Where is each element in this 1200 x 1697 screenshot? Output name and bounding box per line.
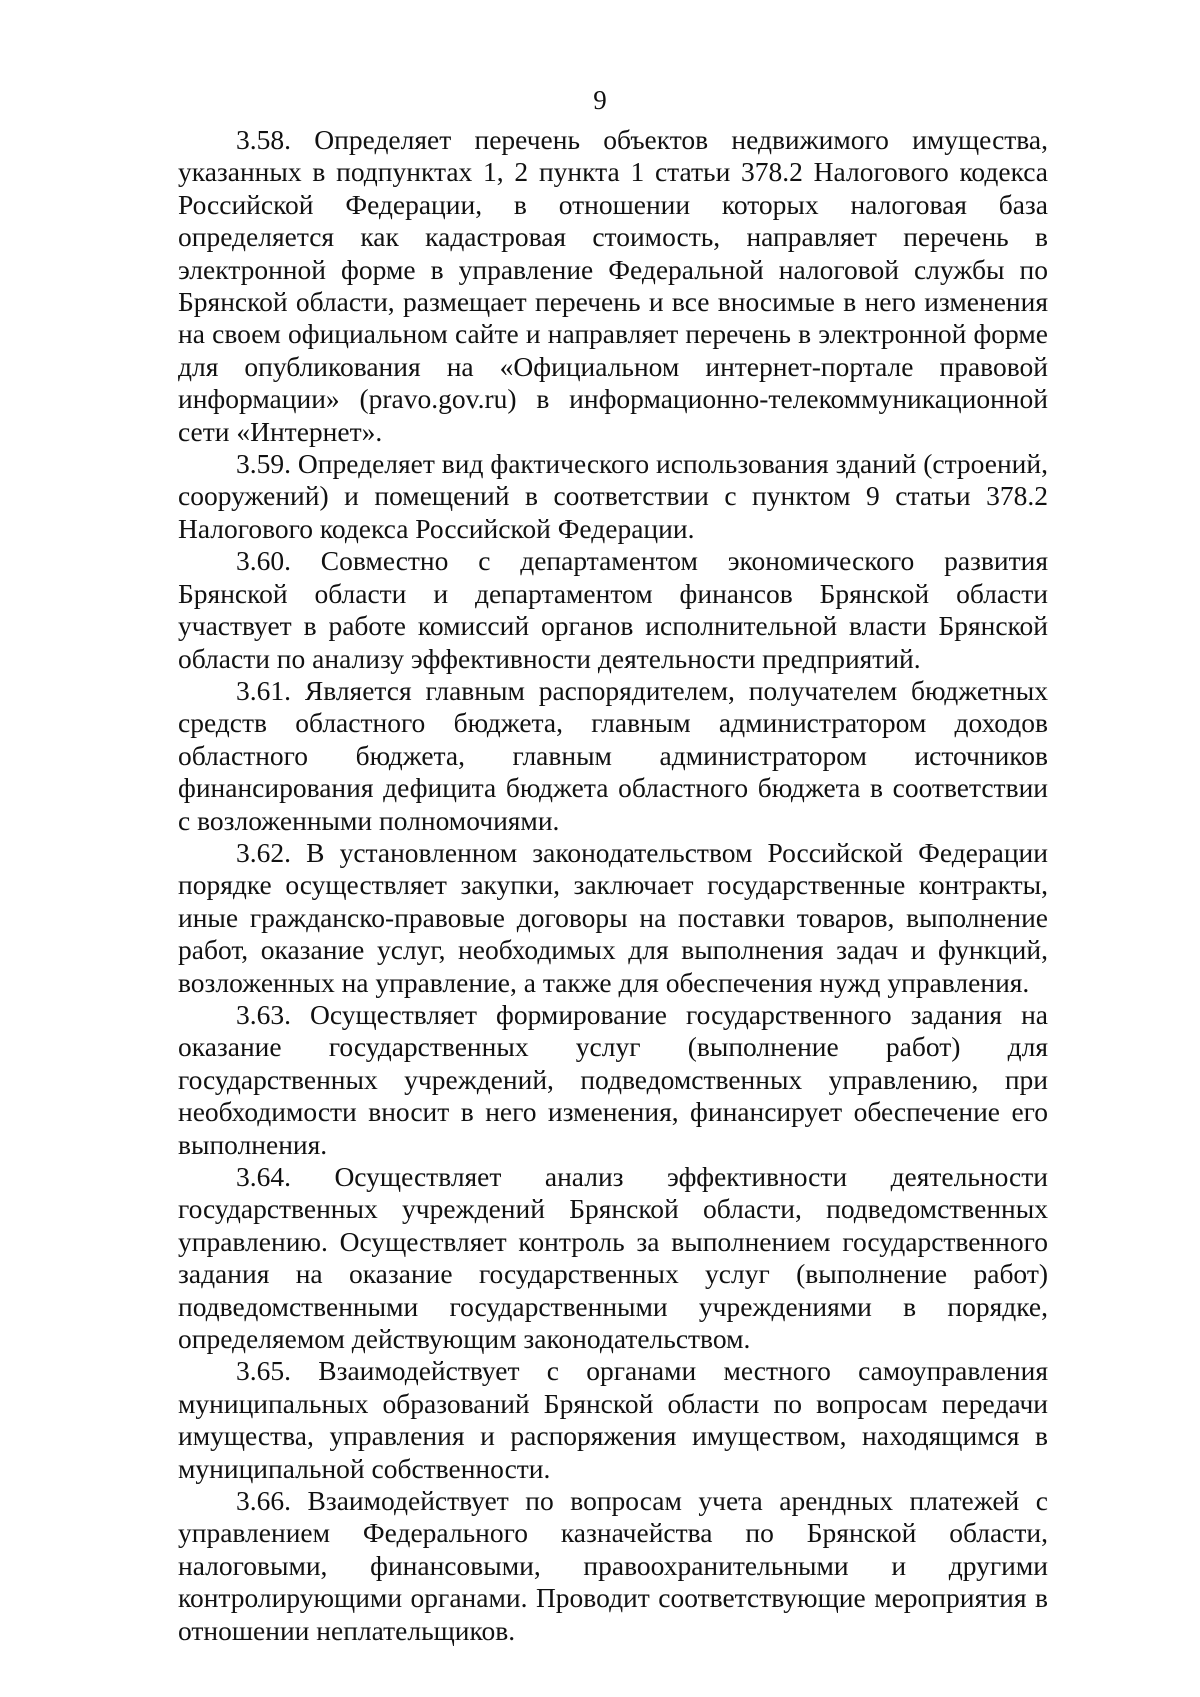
paragraph-3-60: 3.60. Совместно с департаментом экономического развития Брянской области и департаментом финансов Брянской области участвует в работе комиссий органов исполнительной власти Брянской области по анализу эффективности деятельности предприятий. xyxy=(178,545,1048,674)
document-body xyxy=(178,124,1048,1647)
paragraph-3-58: 3.58. Определяет перечень объектов недвижимого имущества, указанных в подпунктах 1, 2 пункта 1 статьи 378.2 Налогового кодекса Российской Федерации, в отношении которых налоговая база определяется как кадастровая стоимость, направляет перечень в электронной форме в управление Федеральной налоговой службы по Брянской области, размещает перечень и все вносимые в него изменения на своем официальном сайте и направляет перечень в электронной форме для опубликования на «Официальном интернет-портале правовой информации» (pravo.gov.ru) в информационно-телекоммуникационной сети «Интернет». xyxy=(178,124,1048,447)
page-number: 9 xyxy=(593,85,607,115)
paragraph-3-63: 3.63. Осуществляет формирование государственного задания на оказание государственных услуг (выполнение работ) для государственных учреждений, подведомственных управлению, при необходимости вносит в него изменения, финансирует обеспечение его выполнения. xyxy=(178,998,1048,1160)
paragraph-3-66: 3.66. Взаимодействует по вопросам учета арендных платежей с управлением Федерального казначейства по Брянской области, налоговыми, финансовыми, правоохранительными и другими контролирующими органами. Проводит соответствующие мероприятия в отношении неплательщиков. xyxy=(178,1485,1048,1646)
paragraph-3-61: 3.61. Является главным распорядителем, получателем бюджетных средств областного бюджета, главным администратором доходов областного бюджета, главным администратором источников финансирования дефицита бюджета областного бюджета в соответствии с возложенными полномочиями. xyxy=(178,674,1048,836)
paragraph-3-64: 3.64. Осуществляет анализ эффективности деятельности государственных учреждений Брянской области, подведомственных управлению. Осуществляет контроль за выполнением государственного задания на оказание государственных услуг (выполнение работ) подведомственными государственными учреждениями в порядке, определяемом действующим законодательством. xyxy=(178,1161,1048,1355)
paragraph-3-59: 3.59. Определяет вид фактического использования зданий (строений, сооружений) и помещений в соответствии с пунктом 9 статьи 378.2 Налогового кодекса Российской Федерации. xyxy=(178,448,1048,544)
paragraph-3-62: 3.62. В установленном законодательством Российской Федерации порядке осуществляет закупки, заключает государственные контракты, иные гражданско-правовые договоры на поставки товаров, выполнение работ, оказание услуг, необходимых для выполнения задач и функций, возложенных на управление, а также для обеспечения нужд управления. xyxy=(178,836,1048,998)
paragraph-3-65: 3.65. Взаимодействует с органами местного самоуправления муниципальных образований Брянской области по вопросам передачи имущества, управления и распоряжения имуществом, находящимся в муниципальной собственности. xyxy=(178,1355,1048,1484)
